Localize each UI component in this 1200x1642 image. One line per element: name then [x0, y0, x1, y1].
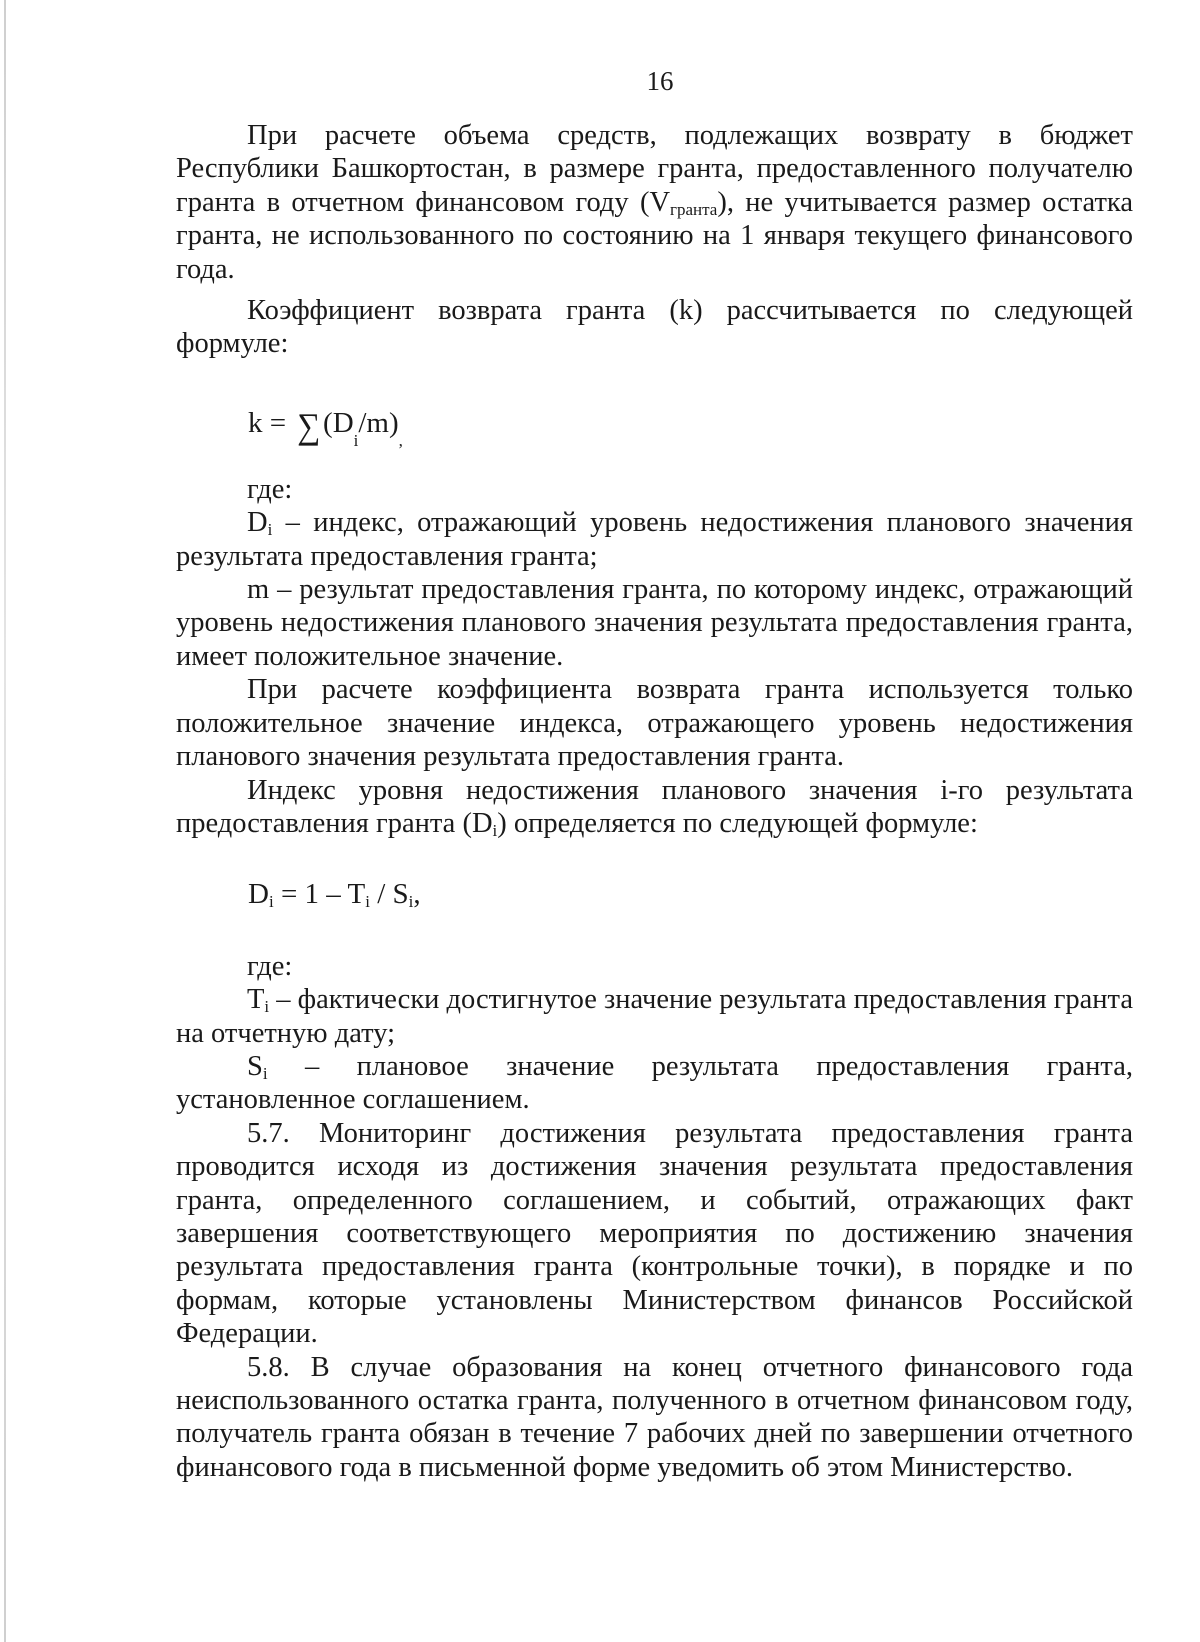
sum-symbol: ∑: [297, 405, 321, 446]
document-body: [176, 119, 1133, 1484]
where-label-1: где:: [247, 473, 293, 505]
definition-m: m – результат предоставления гранта, по которому индекс, отражающий уровень недостижения планового значения результата предоставления гранта, имеет положительное значение.: [176, 574, 1133, 672]
paragraph-index-intro: Индекс уровня недостижения планового значения i-го результата предоставления гранта $(D_i)$ определяется по следующей формуле:: [176, 774, 1133, 840]
definition-d: $D_i$ – индекс, отражающий уровень недостижения планового значения результата предоставления гранта;: [176, 507, 1133, 572]
formula-k: k = ∑ (D i /m) ,: [248, 405, 403, 450]
where-label-2: где:: [247, 950, 293, 982]
paragraph-5-7-monitoring: 5.7. Мониторинг достижения результата предоставления гранта проводится исходя из достижения значения результата предоставления гранта, определенного соглашением, и событий, отражающих факт завершения соответствующего мероприятия по достижению значения результата предоставления гранта (контрольные точки), в порядке и по формам, которые установлены Министерством финансов Российской Федерации.: [176, 1117, 1133, 1350]
scan-edge-line: [4, 0, 6, 1642]
paragraph-return-volume: При расчете объема средств, подлежащих возврату в бюджет Республики Башкортостан, в размере гранта, предоставленного получателю гранта в отчетном финансовом году $(V_{гранта})$, не учитывается размер остатка гранта, не использованного по состоянию на 1 января текущего финансового года.: [176, 120, 1133, 285]
definition-s: $S_i$ – плановое значение результата предоставления гранта, установленное соглашением.: [176, 1050, 1133, 1116]
paragraph-positive-index: При расчете коэффициента возврата гранта используется только положительное значение индекса, отражающего уровень недостижения планового значения результата предоставления гранта.: [176, 674, 1133, 773]
definition-t: $T_i$ – фактически достигнутое значение результата предоставления гранта на отчетную дату;: [176, 984, 1133, 1049]
formula-d: $D_i = 1 - T_i / S_i$,: [248, 878, 421, 912]
paragraph-coefficient-intro: Коэффициент возврата гранта (k) рассчитывается по следующей формуле:: [176, 295, 1133, 360]
page-number: 16: [646, 66, 674, 96]
v-grant-subscript: гранта: [670, 199, 718, 219]
paragraph-5-8-unused-balance: 5.8. В случае образования на конец отчетного финансового года неиспользованного остатка гранта, полученного в отчетном финансовом году, получатель гранта обязан в течение 7 рабочих дней по завершении отчетного финансового года в письменной форме уведомить об этом Министерство.: [176, 1351, 1133, 1483]
